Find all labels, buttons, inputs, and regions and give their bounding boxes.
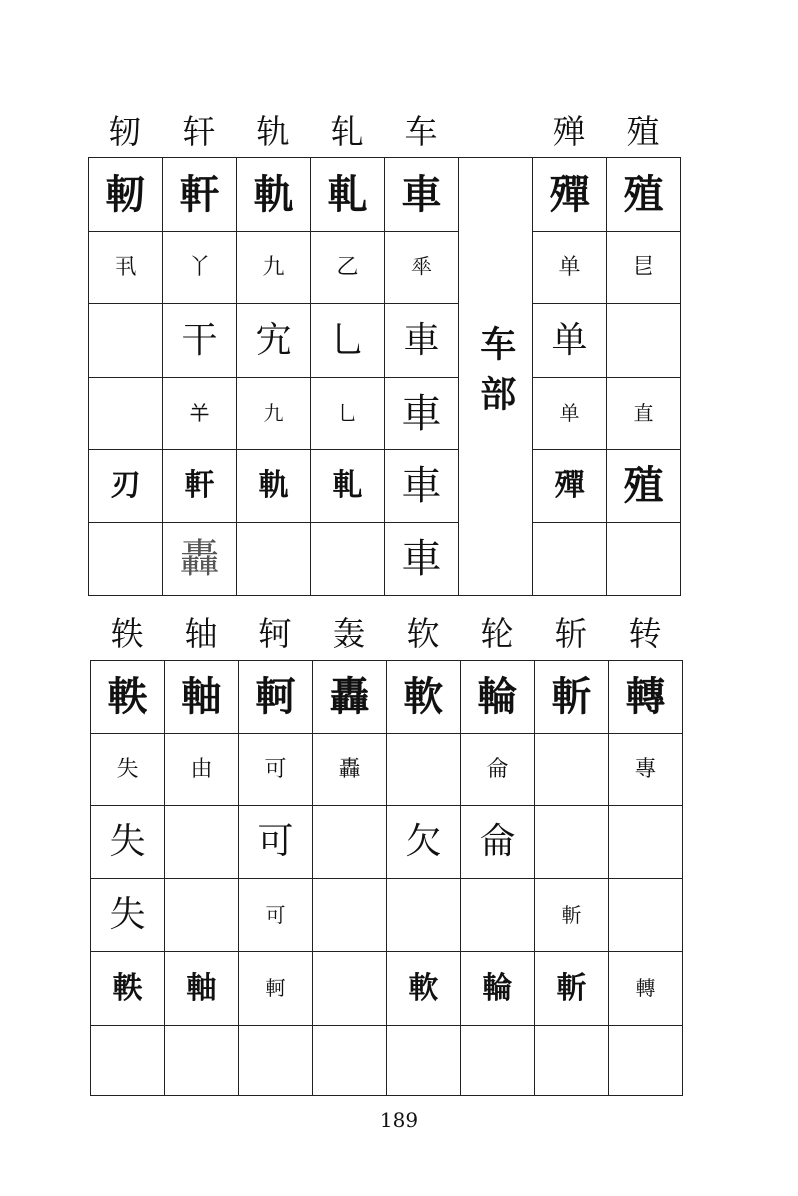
table-cell <box>387 879 461 952</box>
table-row <box>89 450 681 523</box>
glyph: 由 <box>190 756 213 782</box>
glyph: 𢆉 <box>189 401 210 425</box>
table-cell <box>387 806 461 879</box>
table-cell <box>313 879 387 952</box>
glyph: 軸 <box>186 970 217 1006</box>
table-cell <box>607 450 681 523</box>
table-row <box>89 304 681 378</box>
glyph: 失 <box>109 894 146 935</box>
glyph: 乚 <box>337 401 358 425</box>
glyph: 可 <box>264 756 287 782</box>
glyph: 干 <box>181 319 218 361</box>
table-cell <box>239 661 313 734</box>
table-cell <box>533 232 607 304</box>
table-cell <box>163 378 237 450</box>
table-cell <box>163 158 237 232</box>
glyph: 欠 <box>405 821 442 862</box>
glyph: 殫 <box>554 468 585 503</box>
glyph: 輪 <box>477 673 518 720</box>
table-cell <box>461 806 535 879</box>
glyph: 殫 <box>549 170 590 218</box>
table-cell <box>385 450 459 523</box>
table-cell <box>313 734 387 806</box>
top-glyph-table <box>88 157 681 596</box>
table-row <box>91 661 683 734</box>
table-cell <box>535 806 609 879</box>
glyph: 軋 <box>332 468 363 503</box>
table-cell <box>461 879 535 952</box>
table-cell <box>163 232 237 304</box>
bottom-glyph-table <box>90 660 683 1096</box>
glyph: 单 <box>551 319 588 361</box>
glyph: 軟 <box>408 970 439 1006</box>
table-cell <box>533 450 607 523</box>
table-row <box>89 523 681 596</box>
bottom-header-char: 轴 <box>184 614 218 653</box>
glyph: 軸 <box>181 673 222 720</box>
table-cell <box>165 806 239 879</box>
table-cell <box>311 378 385 450</box>
glyph: 轉 <box>625 673 666 720</box>
table-cell <box>165 879 239 952</box>
table-cell <box>385 378 459 450</box>
table-cell <box>609 879 683 952</box>
glyph: 轟 <box>329 673 370 720</box>
table-cell <box>311 304 385 378</box>
radical-label: 车部 <box>474 324 517 425</box>
table-cell <box>535 879 609 952</box>
table-cell <box>607 232 681 304</box>
glyph: 殖 <box>623 170 664 218</box>
glyph: 車 <box>401 390 442 437</box>
table-cell <box>607 523 681 596</box>
top-header-char: 殚 <box>552 112 586 151</box>
table-cell <box>387 734 461 806</box>
glyph: 軌 <box>253 170 294 218</box>
table-cell <box>387 1026 461 1096</box>
table-cell <box>89 304 163 378</box>
glyph: 失 <box>116 756 139 782</box>
table-cell <box>385 304 459 378</box>
glyph: 車 <box>403 319 440 361</box>
glyph: 軻 <box>255 673 296 720</box>
table-cell <box>91 661 165 734</box>
glyph: 輪 <box>482 970 513 1006</box>
glyph: 轟 <box>338 756 361 782</box>
bottom-header-row <box>90 614 682 654</box>
table-cell <box>609 806 683 879</box>
glyph: 轉 <box>635 976 656 1000</box>
top-header-char: 轧 <box>330 112 364 151</box>
table-cell <box>609 734 683 806</box>
table-cell <box>239 879 313 952</box>
table-cell <box>461 952 535 1026</box>
glyph: 殖 <box>623 462 664 509</box>
table-cell <box>165 734 239 806</box>
bottom-header-char: 轮 <box>480 614 514 653</box>
glyph: 直 <box>633 401 654 425</box>
glyph: 軌 <box>258 468 289 503</box>
table-cell <box>163 450 237 523</box>
table-cell <box>89 232 163 304</box>
table-cell <box>313 661 387 734</box>
seal-stamp-glyph: 轟 <box>179 536 220 582</box>
table-cell <box>311 450 385 523</box>
table-cell <box>311 232 385 304</box>
table-cell <box>239 952 313 1026</box>
table-cell <box>461 661 535 734</box>
glyph: 刃 <box>110 468 141 503</box>
glyph: 斬 <box>551 673 592 720</box>
table-cell <box>311 158 385 232</box>
table-row <box>91 1026 683 1096</box>
glyph: 軻 <box>265 976 286 1000</box>
glyph: 軋 <box>327 170 368 218</box>
table-cell <box>165 952 239 1026</box>
glyph: 侖 <box>486 756 509 782</box>
glyph: 单 <box>558 254 581 280</box>
table-cell <box>533 523 607 596</box>
table-cell <box>237 304 311 378</box>
table-cell <box>91 806 165 879</box>
table-cell <box>91 879 165 952</box>
table-cell <box>239 1026 313 1096</box>
table-cell <box>91 734 165 806</box>
table-cell <box>163 523 237 596</box>
table-cell <box>313 1026 387 1096</box>
table-cell <box>385 523 459 596</box>
bottom-header-char: 斩 <box>554 614 588 653</box>
table-cell <box>239 806 313 879</box>
table-cell <box>535 734 609 806</box>
table-cell <box>385 232 459 304</box>
table-row <box>91 952 683 1026</box>
top-header-char: 轩 <box>182 112 216 151</box>
glyph: 九 <box>263 401 284 425</box>
table-cell <box>533 304 607 378</box>
glyph: 斬 <box>556 970 587 1006</box>
glyph: 車 <box>401 536 442 582</box>
table-cell <box>89 450 163 523</box>
top-header-blank <box>458 112 532 152</box>
glyph: 軒 <box>184 468 215 503</box>
table-cell <box>163 304 237 378</box>
glyph: 失 <box>109 821 146 862</box>
table-cell <box>91 952 165 1026</box>
table-row <box>91 806 683 879</box>
table-cell <box>313 952 387 1026</box>
table-row <box>89 232 681 304</box>
glyph: 丮 <box>114 254 137 280</box>
glyph: 車 <box>401 170 442 218</box>
top-header-row <box>88 112 680 152</box>
bottom-header-char: 轰 <box>332 614 366 653</box>
table-cell <box>607 304 681 378</box>
glyph: 乚 <box>329 319 366 361</box>
glyph: 㫐 <box>632 254 655 280</box>
table-cell <box>311 523 385 596</box>
table-cell <box>535 1026 609 1096</box>
table-cell <box>89 523 163 596</box>
table-row <box>91 879 683 952</box>
glyph: 軼 <box>107 673 148 720</box>
table-row <box>91 734 683 806</box>
table-cell <box>89 158 163 232</box>
table-cell <box>237 378 311 450</box>
table-cell <box>533 378 607 450</box>
table-cell <box>609 952 683 1026</box>
table-cell <box>387 952 461 1026</box>
top-header-char: 殖 <box>626 112 660 151</box>
glyph: 丫 <box>188 254 211 280</box>
table-row <box>89 158 681 232</box>
bottom-header-char: 轲 <box>258 614 292 653</box>
glyph: 乙 <box>336 254 359 280</box>
glyph: 斬 <box>561 902 582 927</box>
glyph: 軒 <box>179 170 220 218</box>
glyph: 專 <box>634 756 657 782</box>
table-cell <box>239 734 313 806</box>
table-cell <box>237 158 311 232</box>
bottom-header-char: 轶 <box>110 614 144 653</box>
glyph: 軔 <box>105 170 146 218</box>
glyph: 侖 <box>479 821 516 862</box>
table-cell <box>387 661 461 734</box>
table-cell <box>237 523 311 596</box>
top-header-char: 轨 <box>256 112 290 151</box>
glyph: 宄 <box>255 319 292 361</box>
glyph: 車 <box>401 463 442 509</box>
glyph: 軼 <box>112 970 143 1006</box>
table-cell <box>461 734 535 806</box>
table-cell <box>607 158 681 232</box>
glyph: 单 <box>559 401 580 425</box>
glyph: 𠦬 <box>410 254 433 280</box>
glyph: 可 <box>257 821 294 862</box>
table-cell <box>533 158 607 232</box>
table-cell <box>535 661 609 734</box>
table-cell <box>385 158 459 232</box>
table-cell <box>89 378 163 450</box>
top-header-char: 轫 <box>108 112 142 151</box>
glyph: 軟 <box>403 673 444 720</box>
table-cell <box>535 952 609 1026</box>
table-cell <box>461 1026 535 1096</box>
table-cell <box>607 378 681 450</box>
glyph: 可 <box>265 902 286 927</box>
table-cell <box>91 1026 165 1096</box>
table-cell <box>165 1026 239 1096</box>
radical-label-cell <box>459 158 533 596</box>
glyph: 九 <box>262 254 285 280</box>
bottom-header-char: 软 <box>406 614 440 653</box>
top-header-char: 车 <box>404 112 438 151</box>
table-cell <box>165 661 239 734</box>
bottom-header-char: 转 <box>628 614 662 653</box>
table-cell <box>313 806 387 879</box>
table-cell <box>237 232 311 304</box>
page-number: 189 <box>379 1108 419 1132</box>
table-cell <box>609 1026 683 1096</box>
table-row <box>89 378 681 450</box>
table-cell <box>237 450 311 523</box>
table-cell <box>609 661 683 734</box>
